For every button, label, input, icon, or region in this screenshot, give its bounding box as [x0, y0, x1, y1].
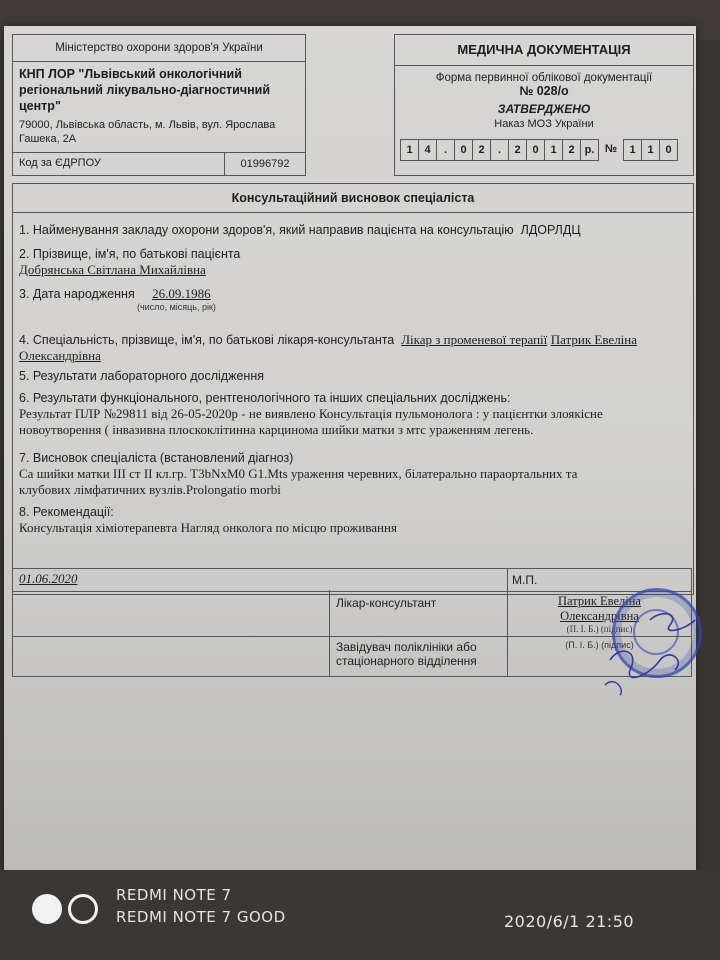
watermark-device-good: REDMI NOTE 7 GOOD: [116, 908, 286, 926]
consultation-body: [12, 183, 694, 595]
order-number-label: №: [604, 143, 618, 155]
edrpou-label: Код за ЄДРПОУ: [19, 157, 101, 169]
date-row: [12, 568, 692, 592]
study-results-line-1: Результат ПЛР №29811 від 26-05-2020р - не виявлено Консультація пульмонолога : у пацієнтки злоякісне: [19, 406, 603, 421]
consultant-name-last: Олександрівна: [19, 348, 101, 363]
form-line: Форма первинної облікової документації: [435, 72, 653, 84]
order-date-cell: .: [490, 139, 509, 161]
order-label: Наказ МОЗ України: [494, 118, 594, 130]
form-number: № 028/о: [519, 84, 569, 98]
consultant-signature-name-b: Олександрівна: [560, 609, 639, 623]
section-4: [19, 332, 685, 364]
section-2-label: 2. Прізвище, ім'я, по батькові пацієнта: [19, 247, 241, 261]
section-7: [19, 450, 685, 498]
watermark-circle-filled-icon: [32, 894, 62, 924]
diagnosis-line-2: клубових лімфатичних вузлів.Prolongatio morbi: [19, 482, 281, 497]
birth-date-hint: (число, місяць, рік): [137, 302, 216, 312]
study-results-line-2: новоутворення ( інвазивна плоскоклітинна карцинома шийки матки з мтс ураженням легень.: [19, 422, 534, 437]
order-number-cell: 0: [659, 139, 678, 161]
section-8-label: 8. Рекомендації:: [19, 505, 114, 519]
patient-name: Добрянська Світлана Михайлівна: [19, 262, 206, 277]
order-date-boxes: [401, 139, 678, 161]
order-date-cell: 1: [400, 139, 419, 161]
organization-address: 79000, Львівська область, м. Львів, вул. Ярослава Гашека, 2А: [19, 119, 276, 145]
section-7-label: 7. Висновок спеціаліста (встановлений діагноз): [19, 451, 294, 465]
handwritten-signature: [590, 590, 700, 700]
watermark-datetime: 2020/6/1 21:50: [504, 912, 635, 931]
head-role-line-2: стаціонарного відділення: [336, 654, 477, 668]
birth-date: 26.09.1986: [152, 286, 211, 301]
organization-name: КНП ЛОР "Львівський онкологічний регіональний лікувально-діагностичний центр": [19, 67, 271, 113]
section-8: [19, 504, 685, 536]
ministry-name: Міністерство охорони здоров'я України: [13, 35, 305, 62]
consultant-specialty: Лікар з променевої терапії: [401, 332, 548, 347]
head-role-line-1: Завідувач поліклініки або: [336, 640, 477, 654]
head-role-cell: [329, 636, 520, 676]
referring-institution: ЛДОРЛДЦ: [520, 223, 581, 237]
section-6-label: 6. Результати функціонального, рентгенологічного та інших спеціальних досліджень:: [19, 391, 511, 405]
document-heading: Консультаційний висновок спеціаліста: [13, 184, 693, 213]
watermark-device: REDMI NOTE 7: [116, 886, 232, 904]
section-5-label: 5. Результати лабораторного дослідження: [19, 369, 264, 383]
order-date-cell: .: [436, 139, 455, 161]
order-date-cell: 4: [418, 139, 437, 161]
order-number-cell: 1: [641, 139, 660, 161]
order-date-cell: 0: [526, 139, 545, 161]
section-2: [19, 246, 685, 278]
order-date-cell: 1: [544, 139, 563, 161]
watermark-circle-outline-icon: [68, 894, 98, 924]
section-4-label: 4. Спеціальність, прізвище, ім'я, по батькові лікаря-консультанта: [19, 333, 395, 347]
section-1-label: 1. Найменування закладу охорони здоров'я, який направив пацієнта на консультацію: [19, 223, 514, 237]
seal-label: М.П.: [507, 569, 537, 591]
consultant-name-first: Патрик Евеліна: [550, 332, 638, 347]
order-date-cell: 2: [508, 139, 527, 161]
year-suffix-cell: р.: [580, 139, 599, 161]
order-date-cell: 2: [562, 139, 581, 161]
head-sign-hint: (П. І. Б.) (підпис): [565, 640, 634, 650]
edrpou-row: [13, 152, 305, 175]
section-3-label: 3. Дата народження: [19, 287, 135, 301]
order-date-cell: 0: [454, 139, 473, 161]
consultant-signature-name-a: Патрик Евеліна: [558, 594, 641, 608]
section-3: [19, 286, 685, 312]
section-1: [19, 222, 685, 238]
order-date-cell: 2: [472, 139, 491, 161]
institution-block: [12, 34, 306, 176]
consultant-role: Лікар-консультант: [329, 590, 442, 636]
form-info-block: [394, 34, 694, 176]
recommendations: Консультація хіміотерапевта Нагляд онколога по місцю проживання: [19, 520, 397, 535]
order-number-cell: 1: [623, 139, 642, 161]
section-5: [19, 368, 685, 384]
approved-label: ЗАТВЕРДЖЕНО: [497, 102, 591, 116]
edrpou-value: 01996792: [224, 153, 305, 175]
medical-documentation-title: МЕДИЧНА ДОКУМЕНТАЦІЯ: [395, 35, 693, 66]
diagnosis-line-1: Са шийки матки III ст II кл.гр. T3bNxM0 G1.Mts ураження черевних, білатерально параортальних та: [19, 466, 578, 481]
consultant-sign-hint: (П. І. Б.) (підпис): [566, 624, 633, 634]
section-6: [19, 390, 685, 438]
issue-date: 01.06.2020: [19, 571, 78, 586]
